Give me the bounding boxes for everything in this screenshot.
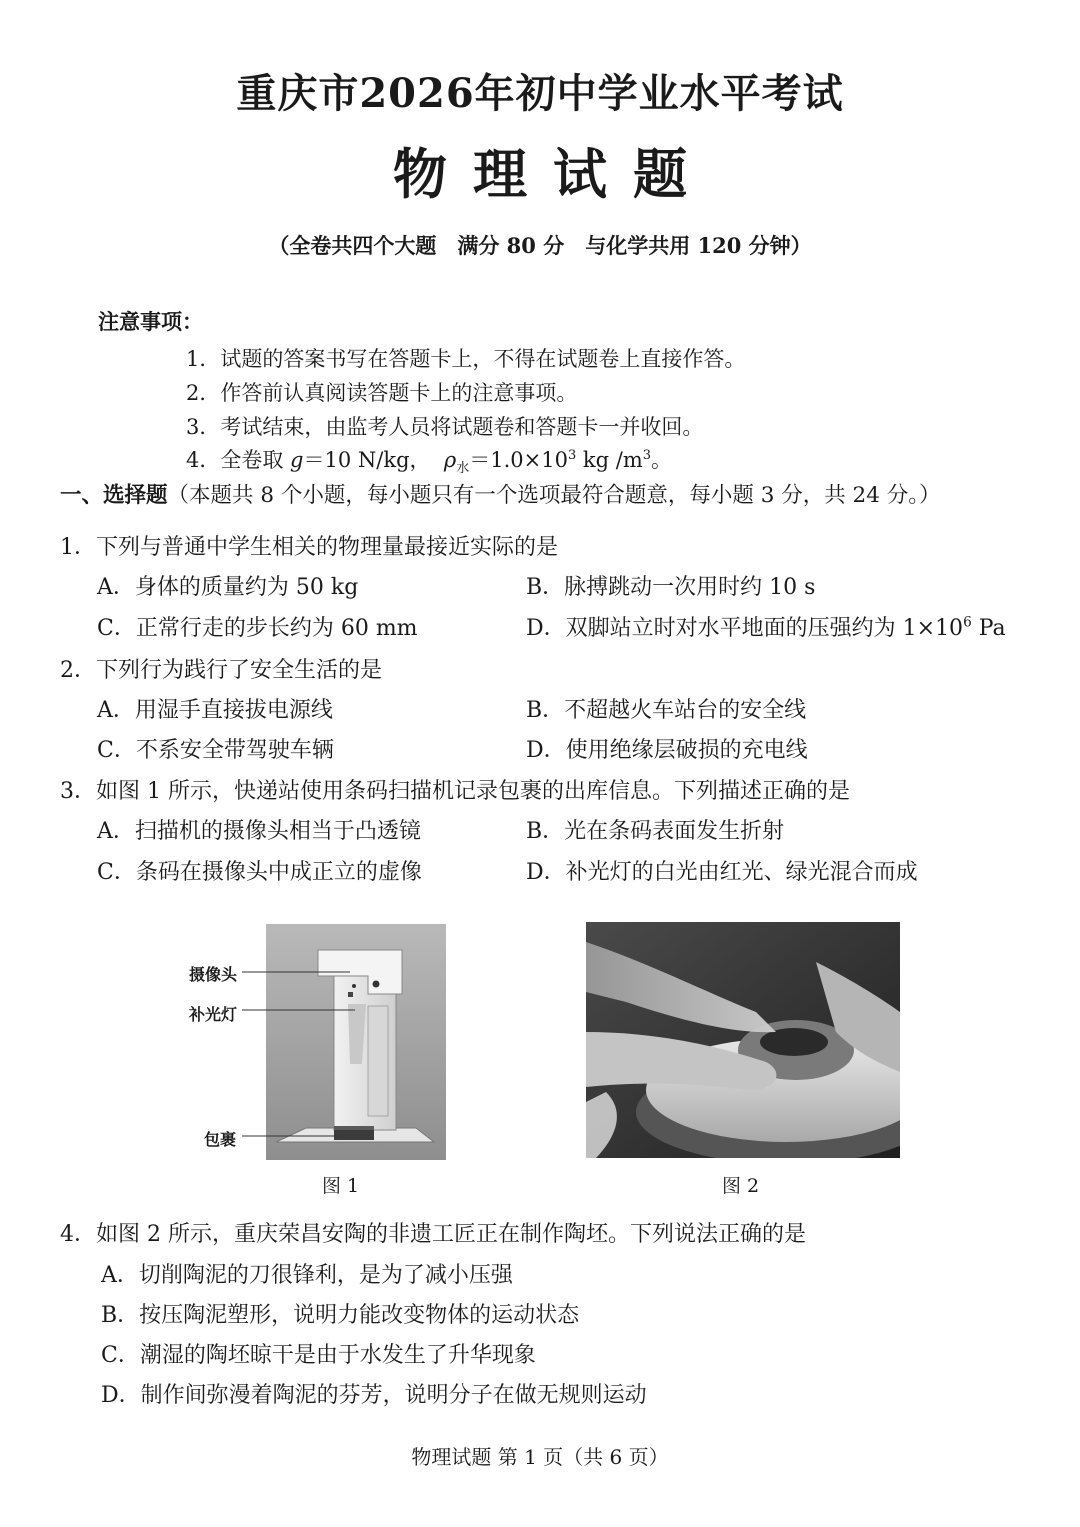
q3-option-d: D．补光灯的白光由红光、绿光混合而成 (526, 860, 918, 885)
notes-heading: 注意事项： (98, 309, 203, 334)
q2-option-b: B．不超越火车站台的安全线 (526, 698, 807, 723)
q3-option-a: A．扫描机的摄像头相当于凸透镜 (97, 819, 421, 844)
exam-title: 重庆市2026年初中学业水平考试 (236, 70, 844, 117)
question-2-stem: 2．下列行为践行了安全生活的是 (60, 658, 382, 683)
q3-option-c: C．条码在摄像头中成正立的虚像 (97, 860, 422, 885)
figure-1-caption: 图 1 (322, 1175, 360, 1197)
q4-option-d: D．制作间弥漫着陶泥的芬芳，说明分子在做无规则运动 (101, 1383, 647, 1408)
q2-option-a: A．用湿手直接拔电源线 (97, 698, 333, 723)
question-4-stem: 4．如图 2 所示，重庆荣昌安陶的非遗工匠正在制作陶坯。下列说法正确的是 (60, 1222, 806, 1247)
note-item-3: 3．考试结束，由监考人员将试题卷和答题卡一并收回。 (186, 415, 704, 439)
callout-fill-light: 补光灯 (189, 1007, 238, 1024)
figure-2-pottery-photo (586, 922, 900, 1158)
section-heading: 一、选择题（本题共 8 个小题，每小题只有一个选项最符合题意，每小题 3 分，共 24 分。） (60, 483, 941, 508)
q3-option-b: B．光在条码表面发生折射 (526, 819, 785, 844)
q2-option-c: C．不系安全带驾驶车辆 (97, 738, 334, 763)
q4-option-a: A．切削陶泥的刀很锋利，是为了减小压强 (101, 1263, 513, 1288)
q4-option-c: C．潮湿的陶坯晾干是由于水发生了升华现象 (101, 1343, 536, 1368)
note-item-1: 1．试题的答案书写在答题卡上，不得在试题卷上直接作答。 (186, 347, 746, 371)
note-item-4: 4．全卷取 g＝10 N/kg， $\rho_水=1.0\times 10^3$ kg $/m^3$。 (186, 448, 673, 477)
question-1-stem: 1．下列与普通中学生相关的物理量最接近实际的是 (60, 535, 558, 560)
q1-option-a: A．身体的质量约为 50 kg (97, 575, 359, 600)
question-3-stem: 3．如图 1 所示，快递站使用条码扫描机记录包裹的出库信息。下列描述正确的是 (60, 779, 850, 804)
subject-title: 物理试题 (393, 142, 713, 206)
figure-2-caption: 图 2 (722, 1175, 760, 1197)
pottery-illustration (586, 922, 900, 1158)
exam-subtitle: （全卷共四个大题 满分 80 分 与化学共用 120 分钟） (268, 233, 812, 258)
q1-option-b: B．脉搏跳动一次用时约 10 s (526, 575, 816, 600)
note-item-2: 2．作答前认真阅读答题卡上的注意事项。 (186, 381, 578, 405)
callout-package: 包裹 (204, 1132, 237, 1149)
callout-lines (240, 960, 380, 1150)
callout-camera: 摄像头 (189, 967, 238, 984)
q4-option-b: B．按压陶泥塑形，说明力能改变物体的运动状态 (101, 1303, 580, 1328)
q1-option-c: C．正常行走的步长约为 60 mm (97, 616, 418, 641)
page-footer: 物理试题 第 1 页（共 6 页） (411, 1445, 669, 1469)
q2-option-d: D．使用绝缘层破损的充电线 (526, 738, 808, 763)
q1-option-d: D．双脚站立时对水平地面的压强约为 $1\times 10^6$ Pa (526, 614, 1006, 641)
